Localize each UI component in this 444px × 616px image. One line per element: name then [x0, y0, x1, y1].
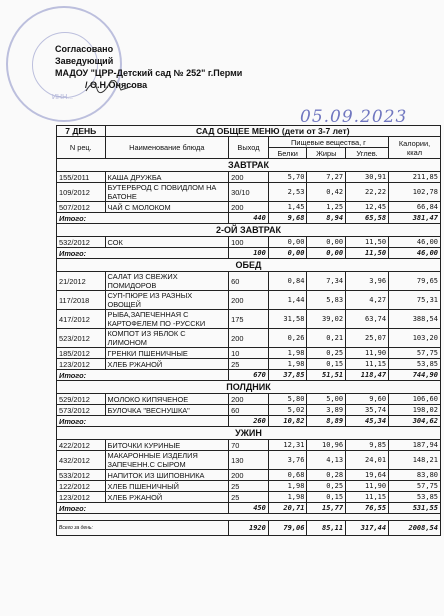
calorie-value: 57,75: [389, 348, 441, 359]
dish-name: ГРЕНКИ ПШЕНИЧНЫЕ: [105, 348, 229, 359]
table-row: [57, 183, 441, 202]
protein-value: 5,80: [268, 394, 307, 405]
total-carb: 11,50: [346, 248, 389, 259]
protein-value: 5,02: [268, 405, 307, 416]
carb-value: 19,64: [346, 470, 389, 481]
carb-value: 11,50: [346, 237, 389, 248]
portion-output: 70: [229, 440, 269, 451]
calorie-value: 148,21: [389, 451, 441, 470]
recipe-number: 155/2011: [57, 172, 106, 183]
col-prot-header: Белки: [268, 148, 307, 159]
calorie-value: 75,31: [389, 291, 441, 310]
portion-output: 200: [229, 470, 269, 481]
protein-value: 1,98: [268, 492, 307, 503]
total-label: Итого:: [57, 370, 229, 381]
table-row: [57, 310, 441, 329]
total-label: Итого:: [57, 248, 229, 259]
recipe-number: 529/2012: [57, 394, 106, 405]
total-calorie: 744,90: [389, 370, 441, 381]
fat-value: 0,00: [307, 237, 346, 248]
table-title-row: [57, 126, 441, 137]
table-row: [57, 291, 441, 310]
handwritten-date: 05.09.2023: [300, 107, 408, 127]
portion-output: 130: [229, 451, 269, 470]
portion-output: 200: [229, 394, 269, 405]
recipe-number: 507/2012: [57, 202, 106, 213]
fat-value: 0,21: [307, 329, 346, 348]
grand-total-protein: 79,06: [268, 521, 307, 536]
portion-output: 175: [229, 310, 269, 329]
total-calorie: 304,62: [389, 416, 441, 427]
table-row: [57, 237, 441, 248]
fat-value: 7,34: [307, 272, 346, 291]
recipe-number: 123/2012: [57, 359, 106, 370]
section-total-row: [57, 370, 441, 381]
protein-value: 1,98: [268, 481, 307, 492]
total-output: 440: [229, 213, 269, 224]
grand-total-calorie: 2008,54: [389, 521, 441, 536]
approval-block: [55, 43, 242, 91]
grand-total-output: 1920: [229, 521, 269, 536]
grand-total-carb: 317,44: [346, 521, 389, 536]
approval-line-1: Согласовано: [55, 44, 114, 54]
portion-output: 100: [229, 237, 269, 248]
fat-value: 39,02: [307, 310, 346, 329]
total-fat: 15,77: [307, 503, 346, 514]
calorie-value: 388,54: [389, 310, 441, 329]
portion-output: 25: [229, 492, 269, 503]
recipe-number: 417/2012: [57, 310, 106, 329]
col-cal-header: Калории, ккал: [389, 137, 441, 159]
protein-value: 1,44: [268, 291, 307, 310]
total-output: 100: [229, 248, 269, 259]
table-row: [57, 481, 441, 492]
total-protein: 37,85: [268, 370, 307, 381]
carb-value: 11,90: [346, 481, 389, 492]
total-carb: 45,34: [346, 416, 389, 427]
protein-value: 0,68: [268, 470, 307, 481]
carb-value: 30,91: [346, 172, 389, 183]
recipe-number: 533/2012: [57, 470, 106, 481]
calorie-value: 66,84: [389, 202, 441, 213]
carb-value: 9,60: [346, 394, 389, 405]
portion-output: 60: [229, 272, 269, 291]
carb-value: 3,96: [346, 272, 389, 291]
section-header-row: [57, 427, 441, 440]
section-total-row: [57, 248, 441, 259]
calorie-value: 198,02: [389, 405, 441, 416]
total-calorie: 46,00: [389, 248, 441, 259]
portion-output: 60: [229, 405, 269, 416]
recipe-number: 422/2012: [57, 440, 106, 451]
protein-value: 1,98: [268, 359, 307, 370]
grand-total-row: [57, 521, 441, 536]
fat-value: 3,89: [307, 405, 346, 416]
section-total-row: [57, 416, 441, 427]
spacer-cell: [57, 514, 441, 521]
approval-line-4: / О.Н.Онясова: [85, 80, 148, 90]
portion-output: 200: [229, 291, 269, 310]
carb-value: 11,15: [346, 492, 389, 503]
protein-value: 1,98: [268, 348, 307, 359]
section-total-row: [57, 503, 441, 514]
carb-value: 35,74: [346, 405, 389, 416]
day-label: 7 ДЕНЬ: [57, 126, 106, 137]
recipe-number: 185/2012: [57, 348, 106, 359]
section-title: ПОЛДНИК: [57, 381, 441, 394]
calorie-value: 46,00: [389, 237, 441, 248]
carb-value: 25,07: [346, 329, 389, 348]
col-out-header: Выход: [229, 137, 269, 159]
dish-name: РЫБА,ЗАПЕЧЕННАЯ С КАРТОФЕЛЕМ ПО -РУССКИ: [105, 310, 229, 329]
total-label: Итого:: [57, 416, 229, 427]
calorie-value: 53,85: [389, 359, 441, 370]
section-total-row: [57, 213, 441, 224]
calorie-value: 106,60: [389, 394, 441, 405]
section-title: 2-ОЙ ЗАВТРАК: [57, 224, 441, 237]
section-title: ОБЕД: [57, 259, 441, 272]
approval-line-3: МАДОУ "ЦРР-Детский сад № 252" г.Перми: [55, 68, 243, 78]
portion-output: 25: [229, 481, 269, 492]
spacer-row: [57, 514, 441, 521]
portion-output: 200: [229, 172, 269, 183]
total-output: 450: [229, 503, 269, 514]
col-nutr-header: Пищевые вещества, г: [268, 137, 388, 148]
carb-value: 12,45: [346, 202, 389, 213]
col-name-header: Наименование блюда: [105, 137, 229, 159]
dish-name: БИТОЧКИ КУРИНЫЕ: [105, 440, 229, 451]
total-label: Итого:: [57, 213, 229, 224]
portion-output: 200: [229, 329, 269, 348]
dish-name: СУП-ПЮРЕ ИЗ РАЗНЫХ ОВОЩЕЙ: [105, 291, 229, 310]
calorie-value: 53,85: [389, 492, 441, 503]
dish-name: СОК: [105, 237, 229, 248]
carb-value: 11,90: [346, 348, 389, 359]
total-carb: 76,55: [346, 503, 389, 514]
carb-value: 63,74: [346, 310, 389, 329]
fat-value: 0,42: [307, 183, 346, 202]
table-row: [57, 451, 441, 470]
grand-total-fat: 85,11: [307, 521, 346, 536]
section-header-row: [57, 224, 441, 237]
total-fat: 0,00: [307, 248, 346, 259]
carb-value: 11,15: [346, 359, 389, 370]
total-fat: 51,51: [307, 370, 346, 381]
fat-value: 10,96: [307, 440, 346, 451]
total-carb: 118,47: [346, 370, 389, 381]
grand-total-label: Всего за день:: [57, 521, 229, 536]
col-carb-header: Углев.: [346, 148, 389, 159]
protein-value: 0,26: [268, 329, 307, 348]
dish-name: БУТЕРБРОД С ПОВИДЛОМ НА БАТОНЕ: [105, 183, 229, 202]
protein-value: 0,00: [268, 237, 307, 248]
menu-title: САД ОБЩЕЕ МЕНЮ (дети от 3-7 лет): [105, 126, 440, 137]
fat-value: 0,25: [307, 348, 346, 359]
total-protein: 10,82: [268, 416, 307, 427]
protein-value: 12,31: [268, 440, 307, 451]
total-fat: 8,89: [307, 416, 346, 427]
total-calorie: 381,47: [389, 213, 441, 224]
fat-value: 5,83: [307, 291, 346, 310]
dish-name: НАПИТОК ИЗ ШИПОВНИКА: [105, 470, 229, 481]
recipe-number: 432/2012: [57, 451, 106, 470]
dish-name: КАША ДРУЖБА: [105, 172, 229, 183]
section-title: УЖИН: [57, 427, 441, 440]
section-title: ЗАВТРАК: [57, 159, 441, 172]
portion-output: 200: [229, 202, 269, 213]
protein-value: 5,70: [268, 172, 307, 183]
recipe-number: 573/2012: [57, 405, 106, 416]
dish-name: МАКАРОННЫЕ ИЗДЕЛИЯ ЗАПЕЧЕНН.С СЫРОМ: [105, 451, 229, 470]
fat-value: 7,27: [307, 172, 346, 183]
portion-output: 10: [229, 348, 269, 359]
total-calorie: 531,55: [389, 503, 441, 514]
fat-value: 0,15: [307, 359, 346, 370]
carb-value: 9,85: [346, 440, 389, 451]
carb-value: 4,27: [346, 291, 389, 310]
carb-value: 22,22: [346, 183, 389, 202]
dish-name: КОМПОТ ИЗ ЯБЛОК С ЛИМОНОМ: [105, 329, 229, 348]
table-header-row-1: [57, 137, 441, 148]
table-row: [57, 272, 441, 291]
dish-name: ХЛЕБ РЖАНОЙ: [105, 359, 229, 370]
dish-name: ХЛЕБ ПШЕНИЧНЫЙ: [105, 481, 229, 492]
fat-value: 0,28: [307, 470, 346, 481]
stamp-text: ИНН...: [52, 94, 73, 101]
portion-output: 25: [229, 359, 269, 370]
table-row: [57, 394, 441, 405]
recipe-number: 122/2012: [57, 481, 106, 492]
total-output: 260: [229, 416, 269, 427]
table-row: [57, 440, 441, 451]
protein-value: 31,58: [268, 310, 307, 329]
dish-name: МОЛОКО КИПЯЧЕНОЕ: [105, 394, 229, 405]
col-fat-header: Жиры: [307, 148, 346, 159]
table-row: [57, 470, 441, 481]
fat-value: 1,25: [307, 202, 346, 213]
calorie-value: 103,20: [389, 329, 441, 348]
recipe-number: 117/2018: [57, 291, 106, 310]
total-carb: 65,58: [346, 213, 389, 224]
fat-value: 5,00: [307, 394, 346, 405]
section-header-row: [57, 381, 441, 394]
table-row: [57, 172, 441, 183]
table-row: [57, 359, 441, 370]
total-protein: 0,00: [268, 248, 307, 259]
table-row: [57, 492, 441, 503]
calorie-value: 211,85: [389, 172, 441, 183]
dish-name: САЛАТ ИЗ СВЕЖИХ ПОМИДОРОВ: [105, 272, 229, 291]
dish-name: ХЛЕБ РЖАНОЙ: [105, 492, 229, 503]
portion-output: 30/10: [229, 183, 269, 202]
protein-value: 0,84: [268, 272, 307, 291]
approval-line-2: Заведующий: [55, 56, 114, 66]
dish-name: БУЛОЧКА "ВЕСНУШКА": [105, 405, 229, 416]
recipe-number: 523/2012: [57, 329, 106, 348]
table-row: [57, 405, 441, 416]
total-protein: 20,71: [268, 503, 307, 514]
calorie-value: 102,78: [389, 183, 441, 202]
table-row: [57, 202, 441, 213]
recipe-number: 532/2012: [57, 237, 106, 248]
section-header-row: [57, 259, 441, 272]
total-protein: 9,68: [268, 213, 307, 224]
fat-value: 4,13: [307, 451, 346, 470]
protein-value: 2,53: [268, 183, 307, 202]
table-row: [57, 329, 441, 348]
total-label: Итого:: [57, 503, 229, 514]
fat-value: 0,15: [307, 492, 346, 503]
fat-value: 0,25: [307, 481, 346, 492]
section-header-row: [57, 159, 441, 172]
total-fat: 8,94: [307, 213, 346, 224]
calorie-value: 79,65: [389, 272, 441, 291]
col-rec-header: N рец.: [57, 137, 106, 159]
recipe-number: 21/2012: [57, 272, 106, 291]
table-row: [57, 348, 441, 359]
dish-name: ЧАЙ С МОЛОКОМ: [105, 202, 229, 213]
carb-value: 24,01: [346, 451, 389, 470]
calorie-value: 57,75: [389, 481, 441, 492]
total-output: 670: [229, 370, 269, 381]
menu-table: [56, 125, 441, 536]
calorie-value: 187,94: [389, 440, 441, 451]
protein-value: 3,76: [268, 451, 307, 470]
signature: [85, 80, 135, 94]
protein-value: 1,45: [268, 202, 307, 213]
calorie-value: 83,80: [389, 470, 441, 481]
recipe-number: 109/2012: [57, 183, 106, 202]
recipe-number: 123/2012: [57, 492, 106, 503]
